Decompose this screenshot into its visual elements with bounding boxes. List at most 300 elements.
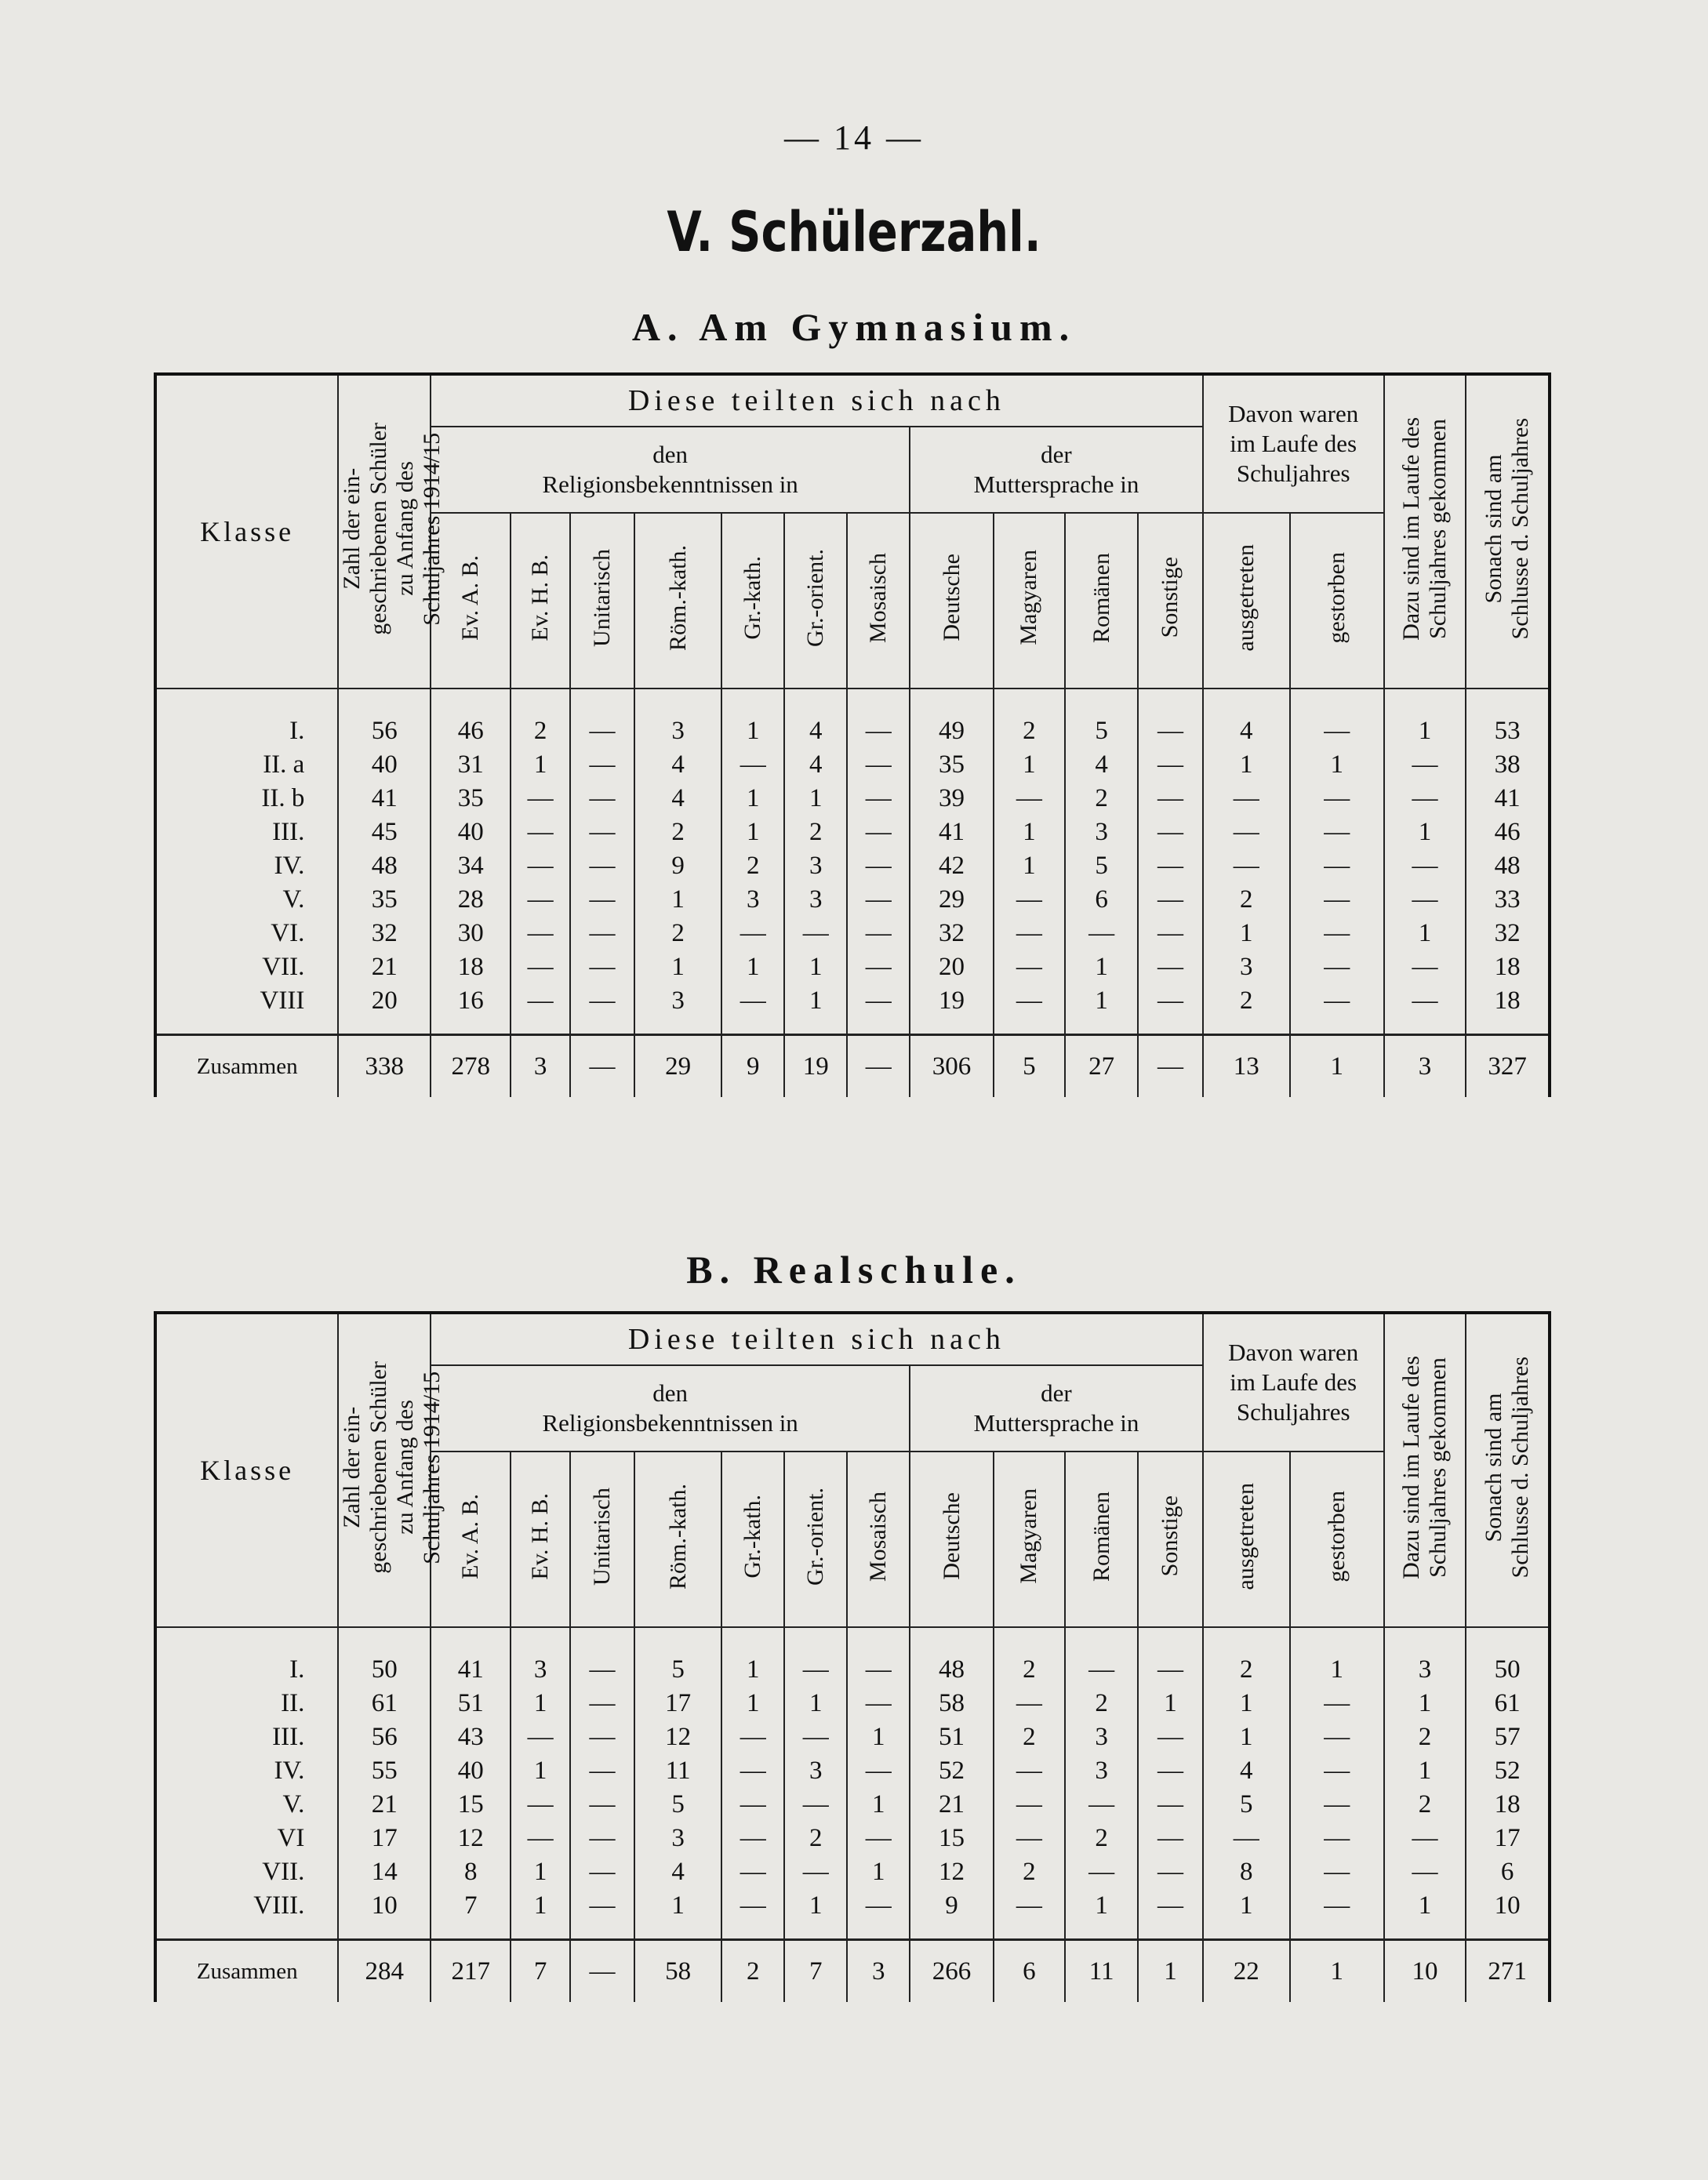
value-cell: 32 — [1466, 917, 1550, 950]
value-cell: — — [511, 816, 570, 849]
value-cell: — — [721, 1720, 784, 1754]
value-cell: 1 — [1203, 1720, 1290, 1754]
spacer-cell — [1203, 1627, 1290, 1653]
column-header — [1203, 1452, 1290, 1627]
religion-header — [431, 427, 910, 513]
table-row — [155, 950, 1550, 984]
column-header-label: Gr.-kath. — [740, 1494, 766, 1579]
value-cell: 1 — [1384, 1889, 1466, 1923]
value-cell: — — [721, 1889, 784, 1923]
header-line: Schuljahres 1914/15 — [419, 432, 445, 625]
value-cell: — — [1290, 816, 1384, 849]
column-header-label: ausgetreten — [1233, 543, 1259, 652]
value-cell: — — [1138, 816, 1202, 849]
spacer-cell — [155, 1627, 338, 1653]
value-cell: 9 — [634, 849, 721, 883]
total-cell: 13 — [1203, 1035, 1290, 1098]
header-line: Dazu sind im Laufe des — [1398, 1355, 1424, 1579]
value-cell: 5 — [634, 1653, 721, 1687]
value-cell: — — [847, 782, 910, 816]
value-cell: — — [1138, 950, 1202, 984]
value-cell: 38 — [1466, 748, 1550, 782]
value-cell: 2 — [784, 816, 847, 849]
total-cell: 10 — [1384, 1940, 1466, 2003]
section-title: V. Schülerzahl. — [667, 200, 1041, 264]
value-cell: — — [847, 950, 910, 984]
value-cell: — — [1138, 917, 1202, 950]
total-cell: 3 — [847, 1940, 910, 2003]
value-cell: — — [1203, 849, 1290, 883]
value-cell: 1 — [994, 849, 1065, 883]
value-cell: — — [847, 984, 910, 1018]
value-cell: — — [511, 883, 570, 917]
table-row — [155, 1653, 1550, 1687]
value-cell: — — [1138, 1889, 1202, 1923]
gap-cell — [634, 1923, 721, 1940]
value-cell: — — [847, 849, 910, 883]
spacer-cell — [1466, 689, 1550, 714]
zahl-header — [338, 1313, 445, 1627]
total-cell: 9 — [721, 1035, 784, 1098]
gap-cell — [994, 1923, 1065, 1940]
gap-cell — [1138, 1923, 1202, 1940]
value-cell: 1 — [784, 1889, 847, 1923]
value-cell: 32 — [910, 917, 994, 950]
value-cell: 5 — [634, 1788, 721, 1822]
value-cell: — — [570, 1653, 634, 1687]
value-cell: 1 — [1290, 748, 1384, 782]
total-cell: 1 — [1290, 1940, 1384, 2003]
value-cell: 3 — [1065, 1754, 1138, 1788]
spacer-cell — [431, 1627, 511, 1653]
value-cell: 42 — [910, 849, 994, 883]
column-header-label: Ev. A. B. — [457, 554, 484, 641]
total-cell: 271 — [1466, 1940, 1550, 2003]
value-cell: 4 — [1203, 1754, 1290, 1788]
value-cell: 21 — [338, 950, 431, 984]
value-cell: 18 — [1466, 950, 1550, 984]
gap-cell — [511, 1018, 570, 1035]
value-cell: — — [1290, 950, 1384, 984]
total-row — [155, 1940, 1550, 2003]
value-cell: 1 — [994, 816, 1065, 849]
value-cell: — — [1138, 748, 1202, 782]
gap-cell — [1138, 1018, 1202, 1035]
value-cell: 50 — [338, 1653, 431, 1687]
realschule-title: B. Realschule. — [686, 1248, 1022, 1292]
value-cell: 1 — [634, 950, 721, 984]
value-cell: 40 — [431, 816, 511, 849]
value-cell: 43 — [431, 1720, 511, 1754]
value-cell: — — [1290, 1822, 1384, 1855]
total-cell: 278 — [431, 1035, 511, 1098]
value-cell: 5 — [1065, 714, 1138, 748]
total-cell: — — [570, 1940, 634, 2003]
value-cell: 4 — [634, 1855, 721, 1889]
value-cell: 1 — [721, 816, 784, 849]
value-cell: 2 — [1384, 1720, 1466, 1754]
gap-cell — [910, 1923, 994, 1940]
value-cell: 10 — [1466, 1889, 1550, 1923]
spacer-cell — [570, 689, 634, 714]
header-line: Davon waren — [1228, 400, 1359, 427]
value-cell: 1 — [1138, 1687, 1202, 1720]
value-cell: — — [847, 1889, 910, 1923]
column-header-label: gestorben — [1323, 551, 1350, 644]
column-header — [1290, 1452, 1384, 1627]
spacer-cell — [1290, 1627, 1384, 1653]
value-cell: 1 — [721, 1687, 784, 1720]
value-cell: 41 — [910, 816, 994, 849]
column-header — [1065, 513, 1138, 689]
value-cell: 40 — [338, 748, 431, 782]
value-cell: 56 — [338, 1720, 431, 1754]
value-cell: 53 — [1466, 714, 1550, 748]
value-cell: — — [721, 1788, 784, 1822]
value-cell: 48 — [910, 1653, 994, 1687]
value-cell: 20 — [338, 984, 431, 1018]
table-row — [155, 917, 1550, 950]
value-cell: — — [721, 1855, 784, 1889]
gap-cell — [721, 1923, 784, 1940]
value-cell: — — [570, 883, 634, 917]
klasse-cell: II. — [155, 1687, 338, 1720]
header-line: Schuljahres gekommen — [1425, 418, 1451, 639]
total-cell: — — [1138, 1035, 1202, 1098]
column-header-label: Röm.-kath. — [664, 1483, 691, 1590]
column-header — [511, 513, 570, 689]
realschule-table — [154, 1311, 1551, 2002]
klasse-cell: VI — [155, 1822, 338, 1855]
total-cell: 6 — [994, 1940, 1065, 2003]
spacer-cell — [511, 1627, 570, 1653]
value-cell: — — [1290, 1889, 1384, 1923]
total-cell: 327 — [1466, 1035, 1550, 1098]
column-header — [570, 1452, 634, 1627]
value-cell: — — [994, 917, 1065, 950]
column-header — [570, 513, 634, 689]
column-header-label: Magyaren — [1016, 550, 1042, 645]
spacer-cell — [1290, 689, 1384, 714]
table-row — [155, 1822, 1550, 1855]
spacer-cell — [634, 689, 721, 714]
value-cell: — — [1138, 984, 1202, 1018]
total-cell: 284 — [338, 1940, 431, 2003]
total-cell: 19 — [784, 1035, 847, 1098]
value-cell: 1 — [634, 1889, 721, 1923]
gap-cell — [338, 1018, 431, 1035]
value-cell: — — [570, 782, 634, 816]
value-cell: — — [1138, 1788, 1202, 1822]
diese-header: Diese teilten sich nach — [431, 1313, 1203, 1365]
header-line: Schuljahres — [1236, 1398, 1350, 1426]
value-cell: — — [1384, 1855, 1466, 1889]
value-cell: 3 — [1384, 1653, 1466, 1687]
value-cell: — — [511, 1720, 570, 1754]
value-cell: 1 — [1384, 917, 1466, 950]
value-cell: — — [1203, 816, 1290, 849]
value-cell: 48 — [338, 849, 431, 883]
value-cell: — — [1065, 1788, 1138, 1822]
column-header — [784, 1452, 847, 1627]
gap-cell — [1290, 1018, 1384, 1035]
value-cell: 15 — [431, 1788, 511, 1822]
value-cell: — — [847, 1687, 910, 1720]
gap-cell — [431, 1018, 511, 1035]
spacer-cell — [511, 689, 570, 714]
value-cell: — — [1290, 714, 1384, 748]
gap-cell — [1290, 1923, 1384, 1940]
header-line: zu Anfang des — [392, 1400, 419, 1535]
gap-cell — [1065, 1018, 1138, 1035]
table-row — [155, 816, 1550, 849]
total-cell: 1 — [1138, 1940, 1202, 2003]
spacer-cell — [1203, 689, 1290, 714]
spacer-cell — [1466, 1627, 1550, 1653]
value-cell: — — [1138, 1754, 1202, 1788]
value-cell: — — [994, 950, 1065, 984]
value-cell: 2 — [721, 849, 784, 883]
value-cell: 3 — [634, 984, 721, 1018]
klasse-cell: II. b — [155, 782, 338, 816]
column-header-label: Unitarisch — [588, 548, 615, 647]
column-header — [1138, 513, 1202, 689]
value-cell: 3 — [634, 714, 721, 748]
total-cell: 58 — [634, 1940, 721, 2003]
spacer-cell — [721, 1627, 784, 1653]
value-cell: — — [847, 748, 910, 782]
gymnasium-title: A. Am Gymnasium. — [631, 305, 1077, 349]
column-header-label: Ev. A. B. — [457, 1493, 484, 1579]
column-header-label: Deutsche — [938, 554, 965, 641]
gap-cell — [338, 1923, 431, 1940]
value-cell: 17 — [338, 1822, 431, 1855]
column-header-label: Gr.-orient. — [802, 548, 829, 647]
value-cell: 55 — [338, 1754, 431, 1788]
value-cell: 1 — [784, 984, 847, 1018]
value-cell: 2 — [1065, 1822, 1138, 1855]
value-cell: — — [1384, 849, 1466, 883]
spacer-cell — [847, 1627, 910, 1653]
header-line: Zahl der ein- — [339, 1406, 365, 1528]
value-cell: 1 — [1384, 816, 1466, 849]
mutter-header — [910, 1365, 1202, 1452]
spacer-cell — [910, 1627, 994, 1653]
header-line: im Laufe des — [1230, 430, 1357, 457]
value-cell: — — [570, 917, 634, 950]
davon-header — [1203, 374, 1384, 513]
davon-header — [1203, 1313, 1384, 1452]
value-cell: 12 — [431, 1822, 511, 1855]
value-cell: 57 — [1466, 1720, 1550, 1754]
sonach-header — [1466, 374, 1550, 689]
value-cell: 1 — [511, 1855, 570, 1889]
value-cell: — — [994, 782, 1065, 816]
value-cell: 7 — [431, 1889, 511, 1923]
table-row — [155, 748, 1550, 782]
value-cell: 1 — [1065, 984, 1138, 1018]
value-cell: 3 — [784, 883, 847, 917]
gap-cell — [570, 1923, 634, 1940]
spacer-cell — [1138, 1627, 1202, 1653]
table-row — [155, 1889, 1550, 1923]
value-cell: 35 — [338, 883, 431, 917]
value-cell: — — [1384, 748, 1466, 782]
spacer-cell — [994, 1627, 1065, 1653]
spacer-cell — [338, 1627, 431, 1653]
value-cell: 28 — [431, 883, 511, 917]
total-cell: 217 — [431, 1940, 511, 2003]
value-cell: 3 — [784, 849, 847, 883]
value-cell: — — [1384, 984, 1466, 1018]
value-cell: — — [570, 1889, 634, 1923]
table-row — [155, 1720, 1550, 1754]
gap-cell — [721, 1018, 784, 1035]
value-cell: — — [511, 984, 570, 1018]
value-cell: 1 — [721, 950, 784, 984]
value-cell: 3 — [511, 1653, 570, 1687]
value-cell: 2 — [994, 1653, 1065, 1687]
column-header-label: Ev. H. B. — [527, 1492, 554, 1580]
total-cell: 1 — [1290, 1035, 1384, 1098]
value-cell: — — [1203, 782, 1290, 816]
value-cell: — — [1290, 984, 1384, 1018]
spacer-cell — [431, 689, 511, 714]
table-row — [155, 849, 1550, 883]
value-cell: — — [570, 714, 634, 748]
table-row — [155, 1788, 1550, 1822]
value-cell: 1 — [1065, 1889, 1138, 1923]
spacer-cell — [1065, 1627, 1138, 1653]
column-header — [910, 513, 994, 689]
value-cell: 12 — [910, 1855, 994, 1889]
value-cell: 17 — [634, 1687, 721, 1720]
value-cell: — — [1290, 1754, 1384, 1788]
value-cell: 11 — [634, 1754, 721, 1788]
value-cell: 2 — [784, 1822, 847, 1855]
value-cell: 2 — [634, 917, 721, 950]
value-cell: 50 — [1466, 1653, 1550, 1687]
klasse-cell: III. — [155, 1720, 338, 1754]
value-cell: 56 — [338, 714, 431, 748]
table-row — [155, 984, 1550, 1018]
value-cell: — — [1065, 917, 1138, 950]
value-cell: 16 — [431, 984, 511, 1018]
header-line: Sonach sind am — [1481, 1393, 1507, 1542]
dazu-header — [1384, 374, 1466, 689]
value-cell: 18 — [1466, 1788, 1550, 1822]
total-cell: 2 — [721, 1940, 784, 2003]
value-cell: 46 — [431, 714, 511, 748]
table-row — [155, 1754, 1550, 1788]
value-cell: 1 — [847, 1720, 910, 1754]
page-number: — 14 — — [784, 118, 924, 157]
value-cell: — — [994, 883, 1065, 917]
value-cell: 2 — [1384, 1788, 1466, 1822]
klasse-cell: I. — [155, 714, 338, 748]
value-cell: 41 — [1466, 782, 1550, 816]
gap-cell — [1466, 1018, 1550, 1035]
value-cell: — — [570, 1822, 634, 1855]
header-line: Schuljahres — [1236, 460, 1350, 487]
column-header-label: Sonstige — [1157, 1495, 1183, 1577]
value-cell: — — [1138, 1822, 1202, 1855]
value-cell: 6 — [1065, 883, 1138, 917]
header-line: den — [652, 441, 689, 468]
spacer-cell — [1138, 689, 1202, 714]
table-row — [155, 714, 1550, 748]
total-cell: 22 — [1203, 1940, 1290, 2003]
total-cell: 29 — [634, 1035, 721, 1098]
value-cell: 2 — [511, 714, 570, 748]
value-cell: 2 — [1065, 782, 1138, 816]
value-cell: — — [570, 1855, 634, 1889]
gap-cell — [910, 1018, 994, 1035]
value-cell: — — [570, 950, 634, 984]
table-row — [155, 782, 1550, 816]
value-cell: — — [1290, 1855, 1384, 1889]
total-cell: 5 — [994, 1035, 1065, 1098]
value-cell: — — [721, 984, 784, 1018]
value-cell: — — [511, 917, 570, 950]
value-cell: — — [994, 1687, 1065, 1720]
column-header — [910, 1452, 994, 1627]
spacer-cell — [1065, 689, 1138, 714]
value-cell: 19 — [910, 984, 994, 1018]
total-cell: 338 — [338, 1035, 431, 1098]
value-cell: — — [570, 1788, 634, 1822]
value-cell: 2 — [1203, 883, 1290, 917]
value-cell: — — [847, 883, 910, 917]
klasse-header: Klasse — [155, 1313, 338, 1627]
value-cell: — — [784, 1855, 847, 1889]
value-cell: — — [1290, 883, 1384, 917]
value-cell: — — [1384, 950, 1466, 984]
value-cell: — — [1290, 917, 1384, 950]
value-cell: — — [1203, 1822, 1290, 1855]
column-header — [1065, 1452, 1138, 1627]
total-cell: 266 — [910, 1940, 994, 2003]
value-cell: — — [511, 1822, 570, 1855]
column-header — [721, 513, 784, 689]
value-cell: 21 — [338, 1788, 431, 1822]
value-cell: 1 — [847, 1855, 910, 1889]
klasse-cell: IV. — [155, 849, 338, 883]
header-line: Schuljahres gekommen — [1425, 1357, 1451, 1578]
spacer-cell — [994, 689, 1065, 714]
gap-cell — [570, 1018, 634, 1035]
value-cell: 21 — [910, 1788, 994, 1822]
value-cell: 5 — [1065, 849, 1138, 883]
value-cell: — — [570, 748, 634, 782]
gap-cell — [1203, 1018, 1290, 1035]
total-cell: 7 — [511, 1940, 570, 2003]
total-cell: 3 — [511, 1035, 570, 1098]
header-line: der — [1041, 441, 1072, 468]
column-header — [1290, 513, 1384, 689]
value-cell: 51 — [431, 1687, 511, 1720]
value-cell: — — [994, 1822, 1065, 1855]
value-cell: 3 — [1065, 1720, 1138, 1754]
column-header-label: Romänen — [1088, 552, 1114, 643]
value-cell: — — [1138, 1653, 1202, 1687]
total-cell: 7 — [784, 1940, 847, 2003]
column-header-label: Gr.-kath. — [740, 555, 766, 640]
value-cell: — — [1290, 1788, 1384, 1822]
gap-cell — [511, 1923, 570, 1940]
column-header-label: Deutsche — [938, 1492, 965, 1580]
column-header-label: gestorben — [1323, 1490, 1350, 1582]
